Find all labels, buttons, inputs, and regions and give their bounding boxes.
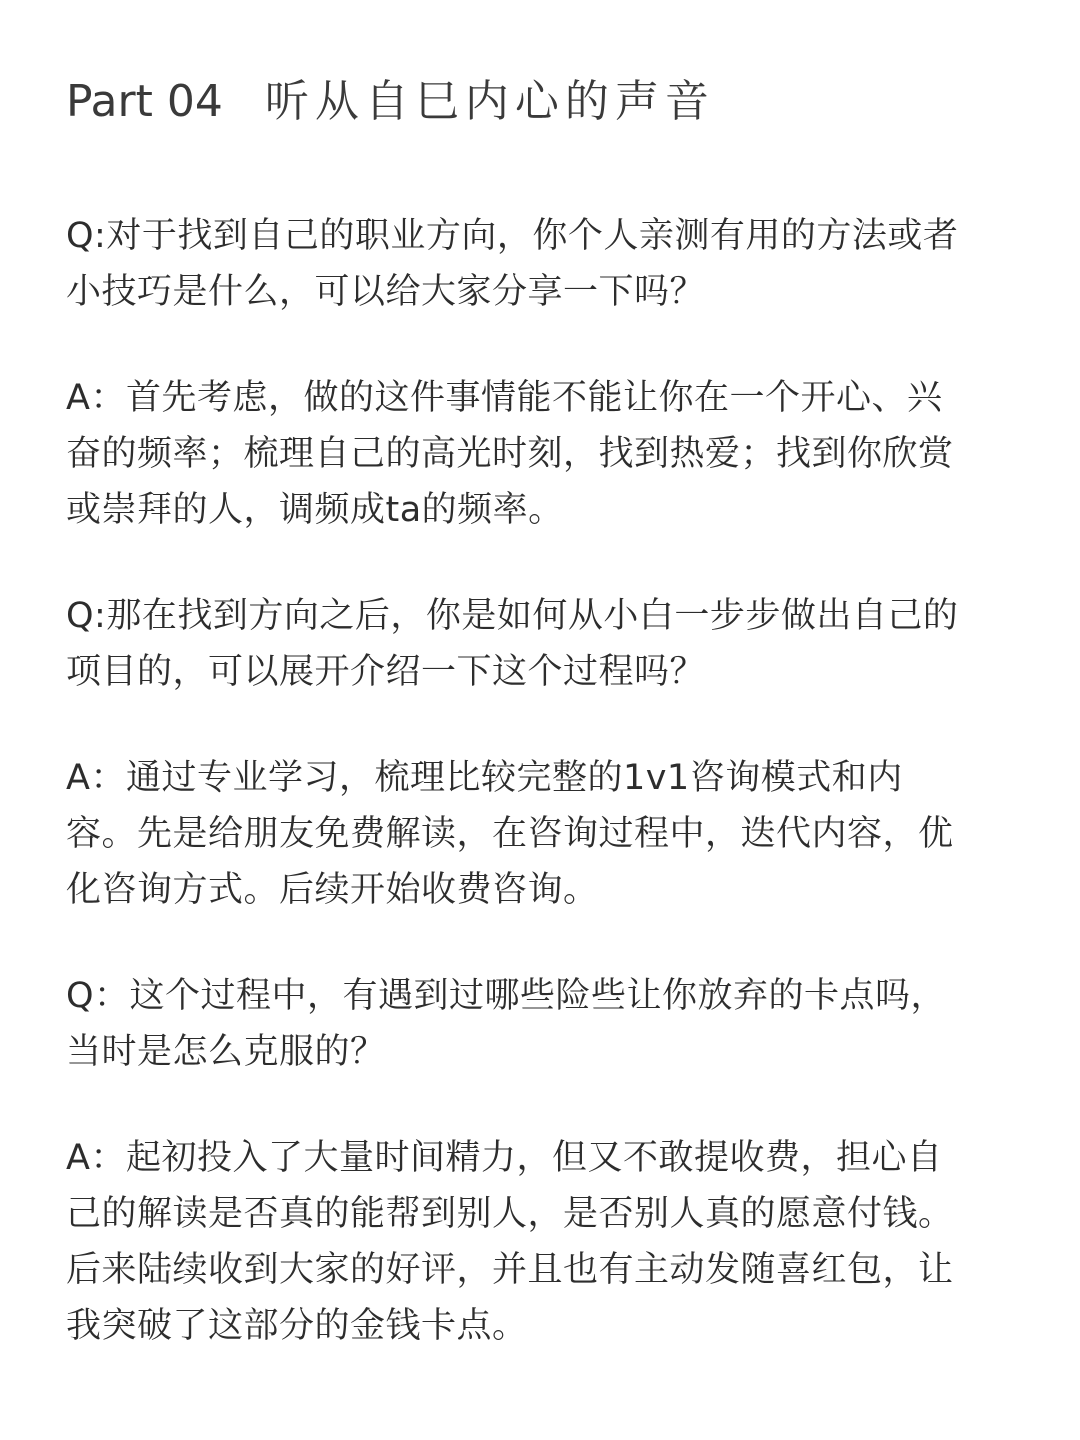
text-line: A：首先考虑，做的这件事情能不能让你在一个开心、兴 (66, 378, 943, 418)
text-line: 奋的频率；梳理自己的高光时刻，找到热爱；找到你欣赏 (66, 434, 954, 474)
text-line: 容。先是给朋友免费解读，在咨询过程中，迭代内容，优 (66, 814, 954, 854)
text-line: Q:对于找到自己的职业方向，你个人亲测有用的方法或者 (66, 216, 959, 256)
text-line: 小技巧是什么，可以给大家分享一下吗？ (66, 272, 706, 312)
text-line: Q：这个过程中，有遇到过哪些险些让你放弃的卡点吗， (66, 976, 947, 1016)
question-2 (66, 588, 1026, 700)
text-line: A：起初投入了大量时间精力，但又不敢提收费，担心自 (66, 1138, 943, 1178)
page-title (66, 74, 1026, 130)
text-line: 项目的，可以展开介绍一下这个过程吗？ (66, 652, 706, 692)
text-line: Q:那在找到方向之后，你是如何从小白一步步做出自己的 (66, 596, 959, 636)
answer-2 (66, 750, 1026, 918)
question-3 (66, 968, 1026, 1080)
part-number: Part 04 (66, 76, 223, 127)
article (66, 74, 1026, 1354)
text-line: 或崇拜的人，调频成ta的频率。 (66, 490, 564, 530)
text-line: 当时是怎么克服的？ (66, 1032, 386, 1072)
answer-3 (66, 1130, 1026, 1354)
question-1 (66, 208, 1026, 320)
text-line: 己的解读是否真的能帮到别人，是否别人真的愿意付钱。 (66, 1194, 954, 1234)
text-line: A：通过专业学习，梳理比较完整的1v1咨询模式和内 (66, 758, 903, 798)
text-line: 后来陆续收到大家的好评，并且也有主动发随喜红包，让 (66, 1250, 954, 1290)
text-line: 我突破了这部分的金钱卡点。 (66, 1306, 528, 1346)
answer-1 (66, 370, 1026, 538)
section-heading: 听从自巳内心的声音 (264, 76, 715, 127)
text-line: 化咨询方式。后续开始收费咨询。 (66, 870, 599, 910)
